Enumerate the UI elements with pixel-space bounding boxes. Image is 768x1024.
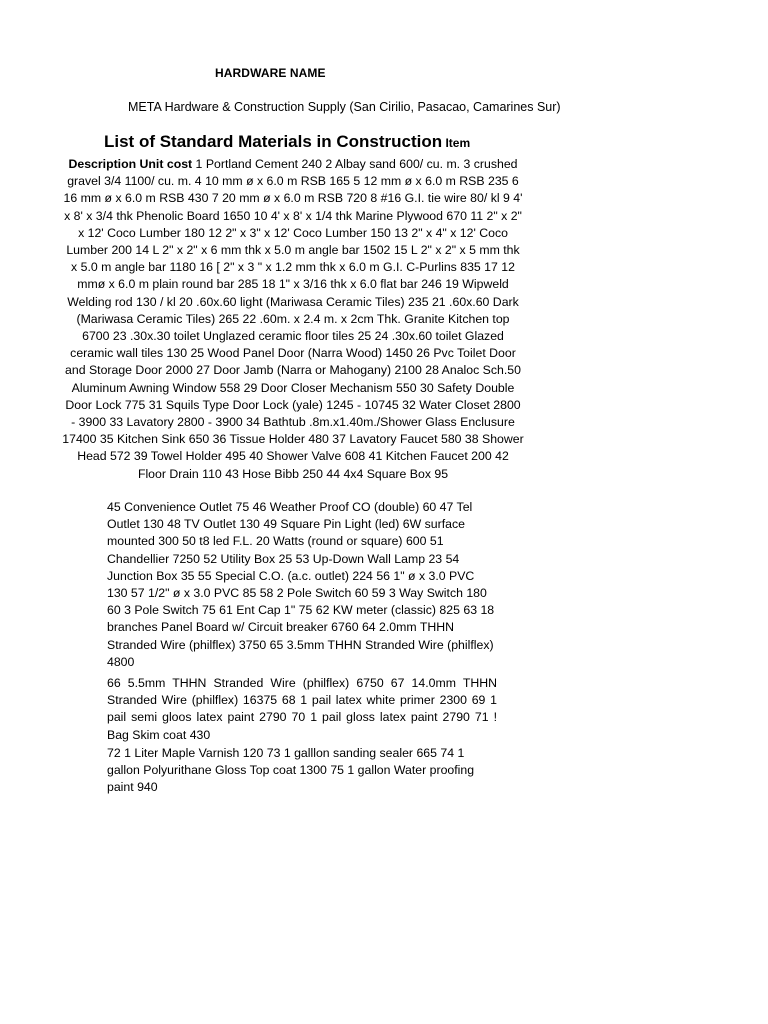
materials-list-finishes: [107, 745, 497, 797]
materials-list-electrical: [107, 499, 497, 671]
page-title: List of Standard Materials in Construction: [104, 132, 443, 151]
materials-text-1: 1 Portland Cement 240 2 Albay sand 600/ cu. m. 3 crushed gravel 3/4 1100/ cu. m. 4 10 mm ø x 6.0 m RSB 165 5 12 mm ø x 6.0 m RSB 235 6 16 mm ø x 6.0 m RSB 430 7 20 mm ø x 6.0 m RSB 720 8 #16 G.I. tie wire 80/ kl 9 4' x 8' x 3/4 thk Phenolic Board 1650 10 4' x 8' x 1/4 thk Marine Plywood 670 11 2" x 2" x 12' Coco Lumber 180 12 2" x 3" x 12' Coco Lumber 150 13 2" x 4" x 12' Coco Lumber 200 14 L 2" x 2" x 6 mm thk x 5.0 m angle bar 1502 15 L 2" x 2" x 5 mm thk x 5.0 m angle bar 1180 16 [ 2" x 3 " x 1.2 mm thk x 6.0 m G.I. C-Purlins 835 17 12 mmø x 6.0 m plain round bar 285 18 1" x 3/16 thk x 6.0 flat bar 246 19 Wipweld Welding rod 130 / kl 20 .60x.60 light (Mariwasa Ceramic Tiles) 235 21 .60x.60 Dark (Mariwasa Ceramic Tiles) 265 22 .60m. x 2.4 m. x 2cm Thk. Granite Kitchen top 6700 23 .30x.30 toilet Unglazed ceramic floor tiles 25 24 .30x.60 toilet Glazed ceramic wall tiles 130 25 Wood Panel Door (Narra Wood) 1450 26 Pvc Toilet Door and Storage Door 2000 27 Door Jamb (Narra or Mahogany) 2100 28 Analoc Sch.50 Aluminum Awning Window 558 29 Door Closer Mechanism 550 30 Safety Double Door Lock 775 31 Squils Type Door Lock (yale) 1245 - 10745 32 Water Closet 2800 - 3900 33 Lavatory 2800 - 3900 34 Bathtub .8m.x1.40m./Shower Glass Enclusure 17400 35 Kitchen Sink 650 36 Tissue Holder 480 37 Lavatory Faucet 580 38 Shower Head 572 39 Towel Holder 495 40 Shower Valve 608 41 Kitchen Faucet 200 42 Floor Drain 110 43 Hose Bibb 250 44 4x4 Square Box 95: [62, 157, 524, 481]
store-line: META Hardware & Construction Supply (San Cirilio, Pasacao, Camarines Sur): [128, 100, 561, 114]
materials-text-3: 66 5.5mm THHN Stranded Wire (philflex) 6750 67 14.0mm THHN Stranded Wire (philflex) 16375 68 1 pail latex white primer 2300 69 1 pail semi gloos latex paint 2790 70 1 pail gloss latex paint 2790 71 ! Bag Skim coat 430: [107, 676, 497, 742]
page-title-line: [104, 132, 470, 152]
hardware-name-label: HARDWARE NAME: [215, 66, 326, 80]
title-item-word: Item: [442, 136, 471, 150]
materials-text-4: 72 1 Liter Maple Varnish 120 73 1 galllon sanding sealer 665 74 1 gallon Polyurithane Gloss Top coat 1300 75 1 gallon Water proofing paint 940: [107, 746, 475, 795]
materials-list-wire-paint: [107, 675, 497, 744]
materials-text-2: 45 Convenience Outlet 75 46 Weather Proof CO (double) 60 47 Tel Outlet 130 48 TV Outlet 130 49 Square Pin Light (led) 6W surface mounted 300 50 t8 led F.L. 20 Watts (round or square) 600 51 Chandellier 7250 52 Utility Box 25 53 Up-Down Wall Lamp 23 54 Junction Box 35 55 Special C.O. (a.c. outlet) 224 56 1" ø x 3.0 PVC 130 57 1/2" ø x 3.0 PVC 85 58 2 Pole Switch 60 59 3 Way Switch 180 60 3 Pole Switch 75 61 Ent Cap 1" 75 62 KW meter (classic) 825 63 18 branches Panel Board w/ Circuit breaker 6760 64 2.0mm THHN Stranded Wire (philflex) 3750 65 3.5mm THHN Stranded Wire (philflex) 4800: [107, 500, 495, 669]
materials-list-centered: [62, 156, 524, 483]
column-header: Description Unit cost: [68, 157, 193, 171]
